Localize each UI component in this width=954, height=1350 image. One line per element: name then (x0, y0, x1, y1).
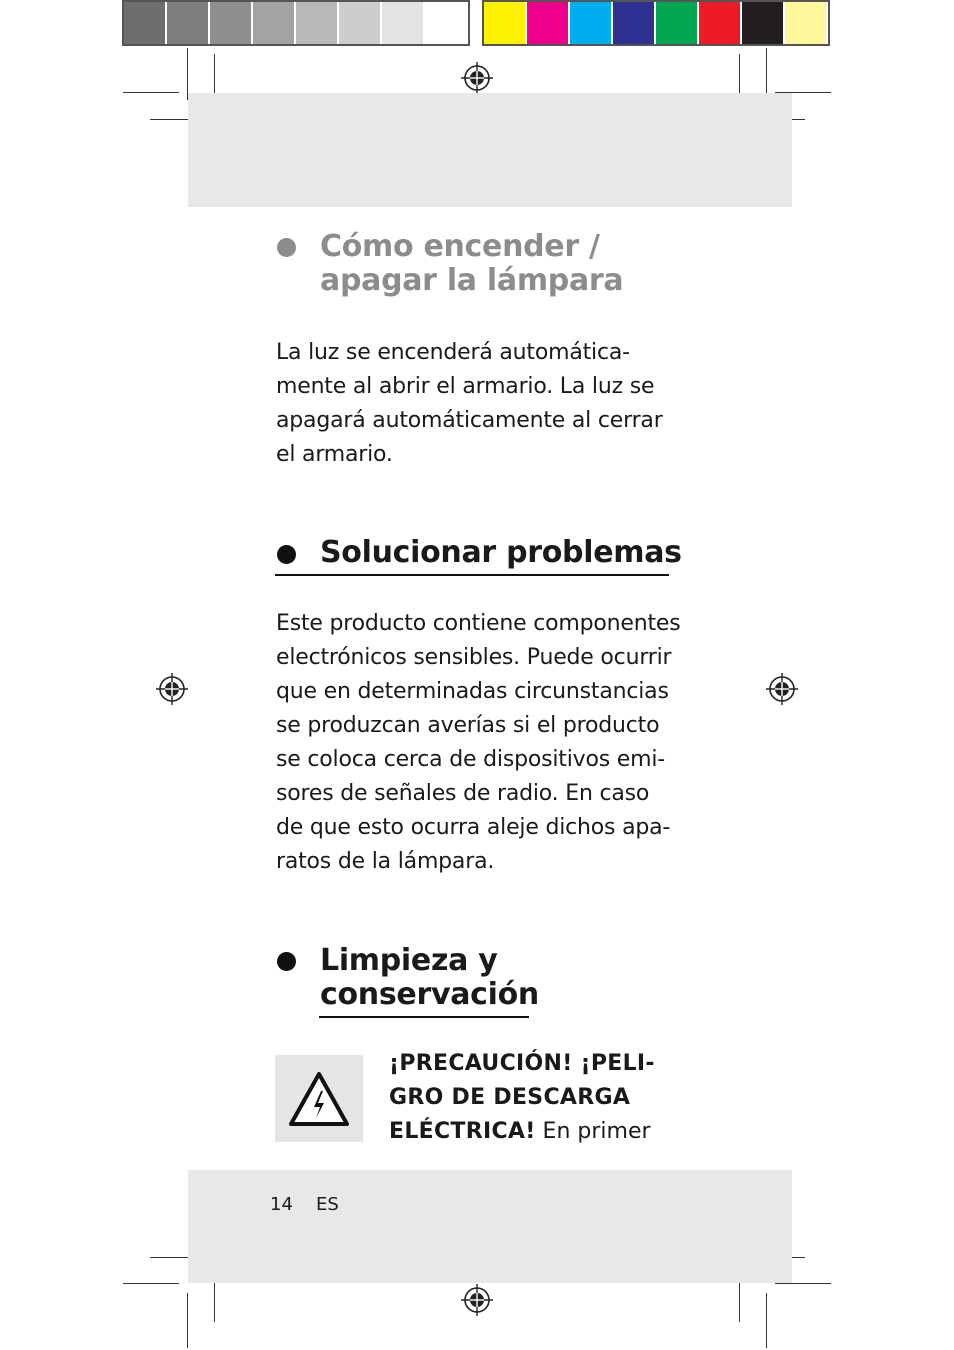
section-heading-troubleshooting (320, 536, 682, 570)
color-swatch (484, 2, 525, 44)
gray-swatch (253, 2, 294, 44)
section-bullet (277, 238, 296, 257)
electric-shock-warning-icon (275, 1055, 363, 1142)
gray-swatch (339, 2, 380, 44)
paragraph-line: electrónicos sensibles. Puede ocurrir (276, 645, 672, 670)
power-paragraph (276, 336, 676, 472)
color-swatch (527, 2, 568, 44)
section-bullet (277, 952, 296, 971)
registration-mark-icon (155, 672, 189, 706)
paragraph-line: Este producto contiene componentes (276, 611, 681, 636)
color-swatch (613, 2, 654, 44)
gray-swatch (425, 2, 466, 44)
section-heading-power (320, 230, 623, 298)
warning-line: ¡PRECAUCIÓN! ¡PELI- (389, 1051, 655, 1076)
header-band (188, 93, 792, 207)
paragraph-line: ratos de la lámpara. (276, 849, 495, 874)
registration-mark-icon (460, 1283, 494, 1317)
heading-line: Solucionar problemas (320, 535, 682, 570)
gray-swatch (167, 2, 208, 44)
paragraph-line: mente al abrir el armario. La luz se (276, 374, 655, 399)
registration-mark-icon (460, 61, 494, 95)
gray-swatch (296, 2, 337, 44)
color-swatch (699, 2, 740, 44)
heading-underline (275, 574, 669, 576)
paragraph-line: el armario. (276, 442, 393, 467)
paragraph-line: se coloca cerca de dispositivos emi- (276, 747, 665, 772)
paragraph-line: apagará automáticamente al cerrar (276, 408, 663, 433)
warning-line: ELÉCTRICA! (389, 1119, 536, 1144)
heading-line: Limpieza y (320, 943, 498, 978)
paragraph-line: de que esto ocurra aleje dichos apa- (276, 815, 671, 840)
section-heading-cleaning (320, 944, 539, 1012)
page-number: 14 (270, 1194, 293, 1215)
gray-swatch (124, 2, 165, 44)
paragraph-line: que en determinadas circunstancias (276, 679, 669, 704)
color-swatch (785, 2, 826, 44)
registration-mark-icon (765, 672, 799, 706)
paragraph-line: sores de señales de radio. En caso (276, 781, 650, 806)
warning-text (389, 1047, 655, 1149)
paragraph-line: se produzcan averías si el producto (276, 713, 660, 738)
footer-band (188, 1170, 792, 1283)
language-code: ES (316, 1194, 339, 1215)
gray-swatch (382, 2, 423, 44)
troubleshooting-paragraph (276, 607, 681, 879)
color-swatch (742, 2, 783, 44)
section-bullet (277, 545, 296, 564)
heading-line: apagar la lámpara (320, 263, 624, 298)
paragraph-line: La luz se encenderá automática- (276, 340, 630, 365)
warning-line: GRO DE DESCARGA (389, 1085, 631, 1110)
heading-underline (319, 1016, 529, 1018)
heading-line: conservación (320, 977, 539, 1012)
warning-line-rest: En primer (535, 1119, 651, 1144)
gray-swatch (210, 2, 251, 44)
color-swatch (570, 2, 611, 44)
heading-line: Cómo encender / (320, 229, 600, 264)
warning-icon-box (275, 1055, 363, 1142)
color-swatch (656, 2, 697, 44)
